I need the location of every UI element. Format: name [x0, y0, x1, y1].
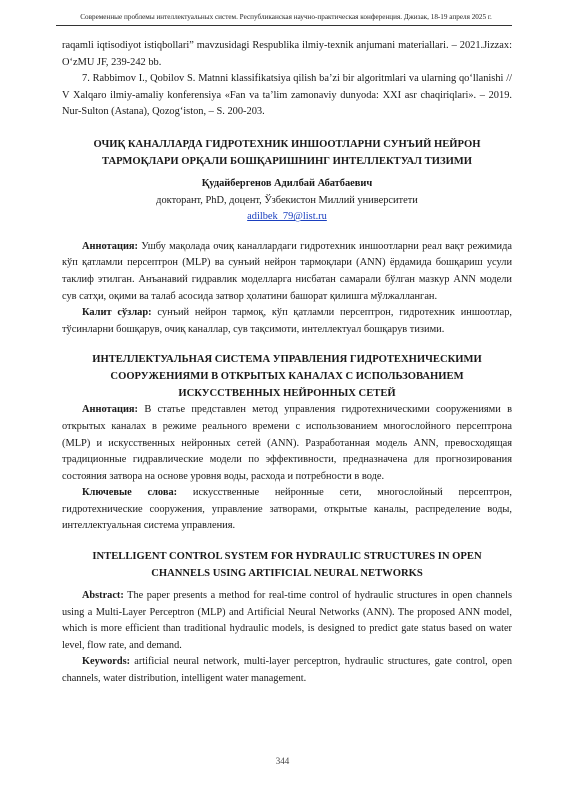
ru-abstract-label: Аннотация: — [82, 404, 139, 416]
ru-abstract — [62, 402, 512, 485]
uz-abstract — [62, 239, 512, 305]
en-abstract-text: The paper presents a method for real-time control of hydraulic structures in open channels using a Multi-Layer Perceptron (MLP) and Artificial Neural Networks (ANN). The proposed ANN model, which is more efficient than traditional hydraulic models, is designed to predict gate status based on water level, flow rate, and demand. — [62, 590, 512, 651]
en-keywords-text: artificial neural network, multi-layer perceptron, hydraulic structures, gate control, open channels, water distribution, intelligent water management. — [62, 656, 512, 685]
ru-keywords — [62, 485, 512, 535]
ru-keywords-label: Ключевые слова: — [82, 487, 178, 499]
author-affiliation: докторант, PhD, доцент, Ўзбекистон Миллий университети — [156, 194, 418, 206]
en-keywords-label: Keywords: — [82, 656, 131, 668]
en-keywords — [62, 654, 512, 687]
page-number: 344 — [275, 756, 290, 766]
author-email-link[interactable]: adilbek_79@list.ru — [247, 211, 327, 223]
ru-keywords-text: искусственные нейронные сети, многослойный персептрон, гидротехнические сооружения, управление затворами, открытые каналы, распределение воды, интеллектуальная система управления. — [62, 487, 512, 532]
en-abstract — [62, 588, 512, 654]
en-title: INTELLIGENT CONTROL SYSTEM FOR HYDRAULIC STRUCTURES IN OPEN CHANNELS USING ARTIFICIAL NEURAL NETWORKS — [92, 551, 482, 580]
reference-continuation: raqamli iqtisodiyot istiqbollari” mavzusidagi Respublika ilmiy-texnik anjumani materiallari. – 2021.Jizzax: O‘zMU JF, 239-242 bb. — [62, 40, 512, 68]
page-body — [62, 38, 512, 688]
uz-title: ОЧИҚ КАНАЛЛАРДА ГИДРОТЕХНИК ИНШООТЛАРНИ СУНЪИЙ НЕЙРОН ТАРМОҚЛАРИ ОРҚАЛИ БОШҚАРИШНИНГ ИНТЕЛЛЕКТУАЛ ТИЗИМИ — [93, 138, 481, 167]
uz-keywords — [62, 305, 512, 338]
en-abstract-label: Abstract: — [82, 590, 124, 602]
author-name: Қудайбергенов Адилбай Абатбаевич — [201, 177, 373, 189]
ru-abstract-text: В статье представлен метод управления гидротехническими сооружениями в открытых каналах в режиме реального времени с использованием многослойного персептрона (MLP) и искусственных нейронных сетей (ANN). Разработанная модель ANN, превосходящая традиционные гидравлические модели по эффективности, предназначена для прогнозирования состояния затвора на основе уровня воды, расхода и потребности в воде. — [62, 404, 512, 482]
uz-keywords-text: сунъий нейрон тармоқ, кўп қатламли персептрон, гидротехник иншоотлар, тўсинларни бошқарув, очиқ каналлар, сув тақсимоти, интеллектуал бошқарув тизими. — [62, 307, 512, 335]
uz-abstract-label: Аннотация: — [82, 240, 139, 252]
header-divider — [56, 25, 512, 26]
reference-item-7: 7. Rabbimov I., Qobilov S. Matnni klassifikatsiya qilish ba’zi bir algoritmlari va ularning qo‘llanishi // V Xalqaro ilmiy-amaliy konferensiya «Fan va ta’lim zamonaviy dunyoda: XXI asr chaqiriqlari». – 2019. Nur-Sulton (Astana), Qozog‘iston, – S. 200-203. — [62, 73, 512, 118]
running-header: Современные проблемы интеллектуальных систем. Республиканская научно-практическая конференция. Джизак, 18-19 апреля 2025 г. — [80, 13, 492, 21]
ru-title: ИНТЕЛЛЕКТУАЛЬНАЯ СИСТЕМА УПРАВЛЕНИЯ ГИДРОТЕХНИЧЕСКИМИ СООРУЖЕНИЯМИ В ОТКРЫТЫХ КАНАЛАХ С ИСПОЛЬЗОВАНИЕМ ИСКУССТВЕННЫХ НЕЙРОННЫХ СЕТЕЙ — [92, 354, 482, 400]
uz-abstract-text: Ушбу мақолада очиқ каналлардаги гидротехник иншоотларни реал вақт режимида кўп қатламли персептрон (MLP) ва сунъий нейрон тармоқлари (ANN) ёрдамида бошқариш усули таклиф этилган. Анъанавий гидравлик моделларга нисбатан самарали бўлган мазкур ANN модели сув сатҳи, оқими ва талаб асосида затвор ҳолатини башорат қилишга мўлжалланган. — [62, 240, 512, 302]
uz-keywords-label: Калит сўзлар: — [82, 307, 152, 319]
